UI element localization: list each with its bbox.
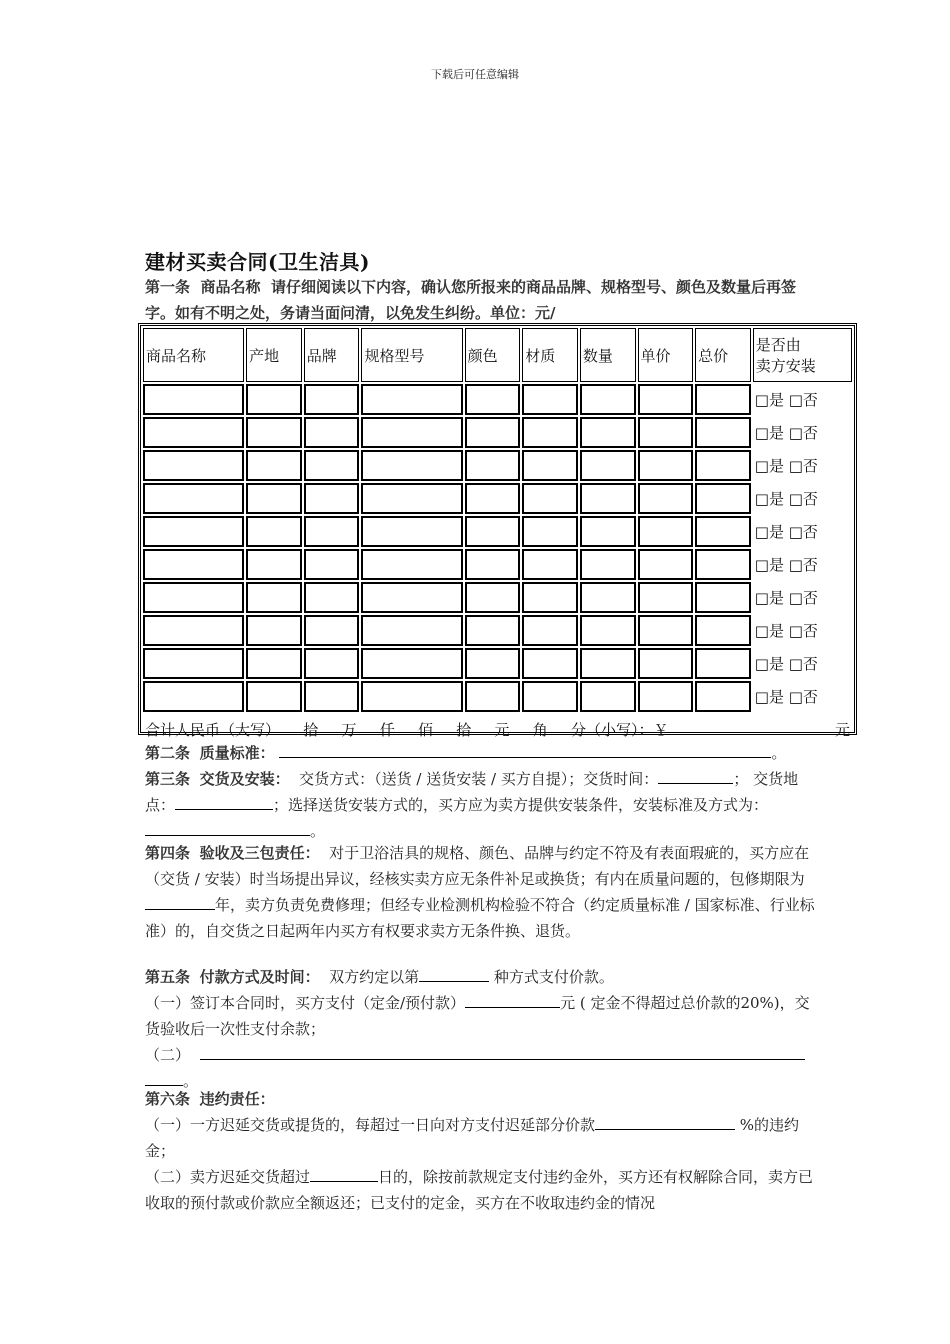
table-cell-input[interactable]	[695, 648, 751, 679]
table-cell-input[interactable]	[465, 549, 521, 580]
article-5-heading: 第五条	[145, 968, 191, 986]
table-row	[143, 681, 852, 712]
table-cell-input[interactable]	[304, 648, 360, 679]
table-row	[143, 648, 852, 679]
table-row	[143, 549, 852, 580]
table-cell-input[interactable]	[143, 681, 244, 712]
table-cell-input[interactable]	[246, 648, 302, 679]
late-days-blank[interactable]	[310, 1164, 378, 1182]
header-note: 下载后可任意编辑	[431, 68, 519, 81]
table-cell-input[interactable]	[465, 450, 521, 481]
table-cell-input[interactable]	[522, 450, 578, 481]
article-3-text1: 交货方式：（送货 / 送货安装 / 买方自提）；交货时间：	[299, 770, 659, 788]
table-cell-input[interactable]	[638, 516, 694, 547]
table-cell-input[interactable]	[522, 516, 578, 547]
table-cell-input[interactable]	[143, 549, 244, 580]
delivery-time-blank[interactable]	[658, 766, 733, 784]
col-header-install	[753, 328, 852, 382]
table-cell-input[interactable]	[143, 516, 244, 547]
table-cell-input[interactable]	[580, 516, 636, 547]
late-penalty-percent-blank[interactable]	[595, 1112, 735, 1130]
table-cell-input[interactable]	[638, 681, 694, 712]
table-row	[143, 582, 852, 613]
article-2	[145, 740, 815, 766]
article-6-item2-a: （二）卖方迟延交货超过	[145, 1168, 311, 1186]
table-cell-input[interactable]	[246, 516, 302, 547]
total-unit-shi2: 拾	[456, 720, 472, 739]
install-standard-blank[interactable]	[145, 818, 310, 836]
table-cell-input[interactable]	[580, 648, 636, 679]
article-6-heading: 第六条	[145, 1090, 191, 1108]
article-1	[145, 274, 815, 326]
table-cell-input[interactable]	[522, 549, 578, 580]
install-choice-checkbox[interactable]: □是 □否	[754, 457, 818, 475]
col-header-unit-price: 单价	[638, 328, 694, 382]
table-header-row	[143, 328, 852, 382]
table-cell-input[interactable]	[361, 549, 462, 580]
table-cell-input[interactable]	[638, 615, 694, 646]
table-cell-input[interactable]	[465, 582, 521, 613]
table-cell-input[interactable]	[580, 615, 636, 646]
article-5-text2: 种方式支付价款。	[493, 968, 614, 986]
table-cell-input[interactable]	[695, 384, 751, 415]
table-cell-input[interactable]	[304, 549, 360, 580]
total-end: 元	[834, 720, 850, 739]
table-cell-input[interactable]	[695, 483, 751, 514]
total-unit-bai: 佰	[418, 720, 434, 739]
article-2-label: 质量标准：	[199, 744, 275, 762]
article-4-text2: 年，卖方负责免费修理；但经专业检测机构检验不符合（约定质量标准 / 国家标准、行业标准）的，自交货之日起两年内买方有权要求卖方无条件换、退货。	[145, 896, 815, 940]
install-choice-checkbox[interactable]: □是 □否	[754, 391, 818, 409]
table-cell-input[interactable]	[522, 648, 578, 679]
col-header-spec: 规格型号	[361, 328, 462, 382]
table-cell-input[interactable]	[580, 384, 636, 415]
table-cell-input[interactable]	[638, 483, 694, 514]
document-title: 建材买卖合同(卫生洁具)	[145, 250, 370, 274]
table-cell-input[interactable]	[246, 549, 302, 580]
table-cell-input[interactable]	[143, 483, 244, 514]
article-3-text3: 交货地点：	[145, 770, 799, 814]
table-cell-input[interactable]	[143, 450, 244, 481]
article-5-item2-end: 。	[183, 1072, 199, 1090]
table-cell-input[interactable]	[638, 384, 694, 415]
table-cell-input[interactable]	[465, 417, 521, 448]
payment-method-blank[interactable]	[419, 964, 489, 982]
article-2-heading: 第二条	[145, 744, 191, 762]
total-unit-qian: 仟	[379, 720, 395, 739]
table-cell-input[interactable]	[695, 615, 751, 646]
col-header-origin: 产地	[246, 328, 302, 382]
table-cell-input[interactable]	[580, 417, 636, 448]
table-row	[143, 450, 852, 481]
article-5-label: 付款方式及时间：	[199, 968, 320, 986]
product-table	[141, 326, 854, 746]
article-1-label: 商品名称	[200, 278, 261, 296]
table-cell-input[interactable]	[246, 582, 302, 613]
install-choice-checkbox[interactable]: □是 □否	[754, 688, 818, 706]
install-choice-checkbox[interactable]: □是 □否	[754, 655, 818, 673]
table-cell-input[interactable]	[465, 384, 521, 415]
article-6	[145, 1086, 815, 1216]
article-1-heading: 第一条	[145, 278, 191, 296]
total-unit-yuan: 元	[494, 720, 510, 739]
table-cell-input[interactable]	[246, 483, 302, 514]
install-choice-checkbox[interactable]: □是 □否	[754, 490, 818, 508]
table-cell-input[interactable]	[638, 582, 694, 613]
col-header-brand: 品牌	[304, 328, 360, 382]
article-5-item2: （二）	[145, 1046, 191, 1064]
article-2-end: 。	[771, 744, 787, 762]
article-4-text1: 对于卫浴洁具的规格、颜色、品牌与约定不符及有表面瑕疵的，买方应在（交货 / 安装）时当场提出异议，经核实卖方应无条件补足或换货；有内在质量问题的，包修期限为	[145, 844, 810, 888]
total-label: 合计人民币（大写）	[145, 720, 281, 739]
table-cell-input[interactable]	[246, 384, 302, 415]
table-cell-input[interactable]	[304, 516, 360, 547]
table-cell-input[interactable]	[246, 681, 302, 712]
warranty-years-blank[interactable]	[145, 892, 215, 910]
table-cell-input[interactable]	[522, 681, 578, 712]
table-cell-input[interactable]	[246, 450, 302, 481]
article-3-heading: 第三条	[145, 770, 191, 788]
col-header-material: 材质	[522, 328, 578, 382]
table-cell-input[interactable]	[304, 582, 360, 613]
table-cell-input[interactable]	[580, 681, 636, 712]
table-cell-input[interactable]	[465, 648, 521, 679]
table-cell-input[interactable]	[361, 483, 462, 514]
total-unit-wan: 万	[341, 720, 357, 739]
col-header-total-price: 总价	[695, 328, 751, 382]
table-cell-input[interactable]	[638, 648, 694, 679]
table-cell-input[interactable]	[638, 417, 694, 448]
article-6-item1-a: （一）一方迟延交货或提货的，每超过一日向对方支付迟延部分价款	[145, 1116, 596, 1134]
article-4-heading: 第四条	[145, 844, 191, 862]
install-choice-checkbox[interactable]: □是 □否	[754, 556, 818, 574]
install-header-line1: 是否由	[755, 336, 801, 354]
install-choice-checkbox[interactable]: □是 □否	[754, 424, 818, 442]
product-table-frame	[138, 323, 857, 739]
table-cell-input[interactable]	[304, 417, 360, 448]
table-cell-input[interactable]	[522, 615, 578, 646]
table-cell-input[interactable]	[143, 582, 244, 613]
table-cell-input[interactable]	[304, 483, 360, 514]
table-cell-input[interactable]	[143, 615, 244, 646]
table-cell-input[interactable]	[580, 483, 636, 514]
article-3-text4: ；选择送货安装方式的，买方应为卖方提供安装条件，安装标准及方式为：	[273, 796, 769, 814]
install-header-line2: 卖方安装	[755, 357, 816, 375]
table-cell-input[interactable]	[580, 582, 636, 613]
payment-option2-blank[interactable]	[200, 1042, 805, 1060]
total-unit-jiao: 角	[532, 720, 548, 739]
table-cell-input[interactable]	[361, 615, 462, 646]
table-cell-input[interactable]	[695, 417, 751, 448]
article-4	[145, 840, 815, 944]
table-cell-input[interactable]	[522, 582, 578, 613]
install-choice-checkbox[interactable]: □是 □否	[754, 622, 818, 640]
table-cell-input[interactable]	[361, 648, 462, 679]
table-cell-input[interactable]	[465, 516, 521, 547]
table-cell-input[interactable]	[304, 450, 360, 481]
table-row	[143, 516, 852, 547]
article-6-item2-b: 日的，除按前款规定支付违约金外，买方还有权解除合同，卖方已收取的预付款或价款应全额返还；已支付的定金，买方在不收取违约金的情况	[145, 1168, 814, 1212]
article-3	[145, 766, 815, 844]
delivery-place-blank[interactable]	[175, 792, 273, 810]
table-cell-input[interactable]	[695, 450, 751, 481]
table-cell-input[interactable]	[361, 516, 462, 547]
table-cell-input[interactable]	[361, 417, 462, 448]
article-3-text2: ；	[733, 770, 749, 788]
table-cell-input[interactable]	[304, 384, 360, 415]
col-header-quantity: 数量	[580, 328, 636, 382]
table-cell-input[interactable]	[304, 615, 360, 646]
article-6-item1-b: %的违约金；	[145, 1116, 800, 1160]
article-3-text5: 。	[310, 822, 326, 840]
total-unit-shi: 拾	[303, 720, 319, 739]
table-cell-input[interactable]	[361, 450, 462, 481]
table-cell-input[interactable]	[638, 450, 694, 481]
table-cell-input[interactable]	[465, 681, 521, 712]
article-4-label: 验收及三包责任：	[199, 844, 320, 862]
install-choice-checkbox[interactable]: □是 □否	[754, 589, 818, 607]
article-5-item1-a: （一）签订本合同时，买方支付（定金/预付款）	[145, 994, 466, 1012]
quality-standard-blank[interactable]	[279, 740, 771, 758]
article-6-label: 违约责任：	[199, 1090, 275, 1108]
table-cell-input[interactable]	[522, 417, 578, 448]
table-cell-input[interactable]	[695, 582, 751, 613]
article-1-text: 请仔细阅读以下内容，确认您所报来的商品品牌、规格型号、颜色及数量后再签字。如有不明之处，务请当面问清，以免发生纠纷。单位：元/	[145, 278, 796, 322]
table-cell-input[interactable]	[246, 417, 302, 448]
table-cell-input[interactable]	[580, 549, 636, 580]
table-row	[143, 483, 852, 514]
col-header-name: 商品名称	[143, 328, 244, 382]
table-cell-input[interactable]	[361, 582, 462, 613]
table-cell-input[interactable]	[465, 615, 521, 646]
table-row	[143, 615, 852, 646]
table-cell-input[interactable]	[304, 681, 360, 712]
table-cell-input[interactable]	[580, 450, 636, 481]
table-cell-input[interactable]	[695, 549, 751, 580]
article-5-text1: 双方约定以第	[329, 968, 420, 986]
table-cell-input[interactable]	[143, 648, 244, 679]
table-cell-input[interactable]	[638, 549, 694, 580]
article-3-label: 交货及安装：	[199, 770, 290, 788]
deposit-amount-blank[interactable]	[465, 990, 560, 1008]
table-row	[143, 417, 852, 448]
table-cell-input[interactable]	[246, 615, 302, 646]
table-cell-input[interactable]	[695, 516, 751, 547]
payment-option2-blank-cont[interactable]	[145, 1068, 183, 1086]
table-row	[143, 384, 852, 415]
table-cell-input[interactable]	[361, 681, 462, 712]
table-cell-input[interactable]	[522, 384, 578, 415]
article-5-item1-b: 元 ( 定金不得超过总价款的20%)，交货验收后一次性支付余款；	[145, 994, 810, 1038]
table-cell-input[interactable]	[143, 384, 244, 415]
article-5	[145, 964, 815, 1094]
table-cell-input[interactable]	[143, 417, 244, 448]
total-unit-fen: 分（小写）：￥	[571, 720, 669, 739]
table-cell-input[interactable]	[361, 384, 462, 415]
col-header-color: 颜色	[465, 328, 521, 382]
install-choice-checkbox[interactable]: □是 □否	[754, 523, 818, 541]
table-cell-input[interactable]	[465, 483, 521, 514]
table-cell-input[interactable]	[522, 483, 578, 514]
table-cell-input[interactable]	[695, 681, 751, 712]
